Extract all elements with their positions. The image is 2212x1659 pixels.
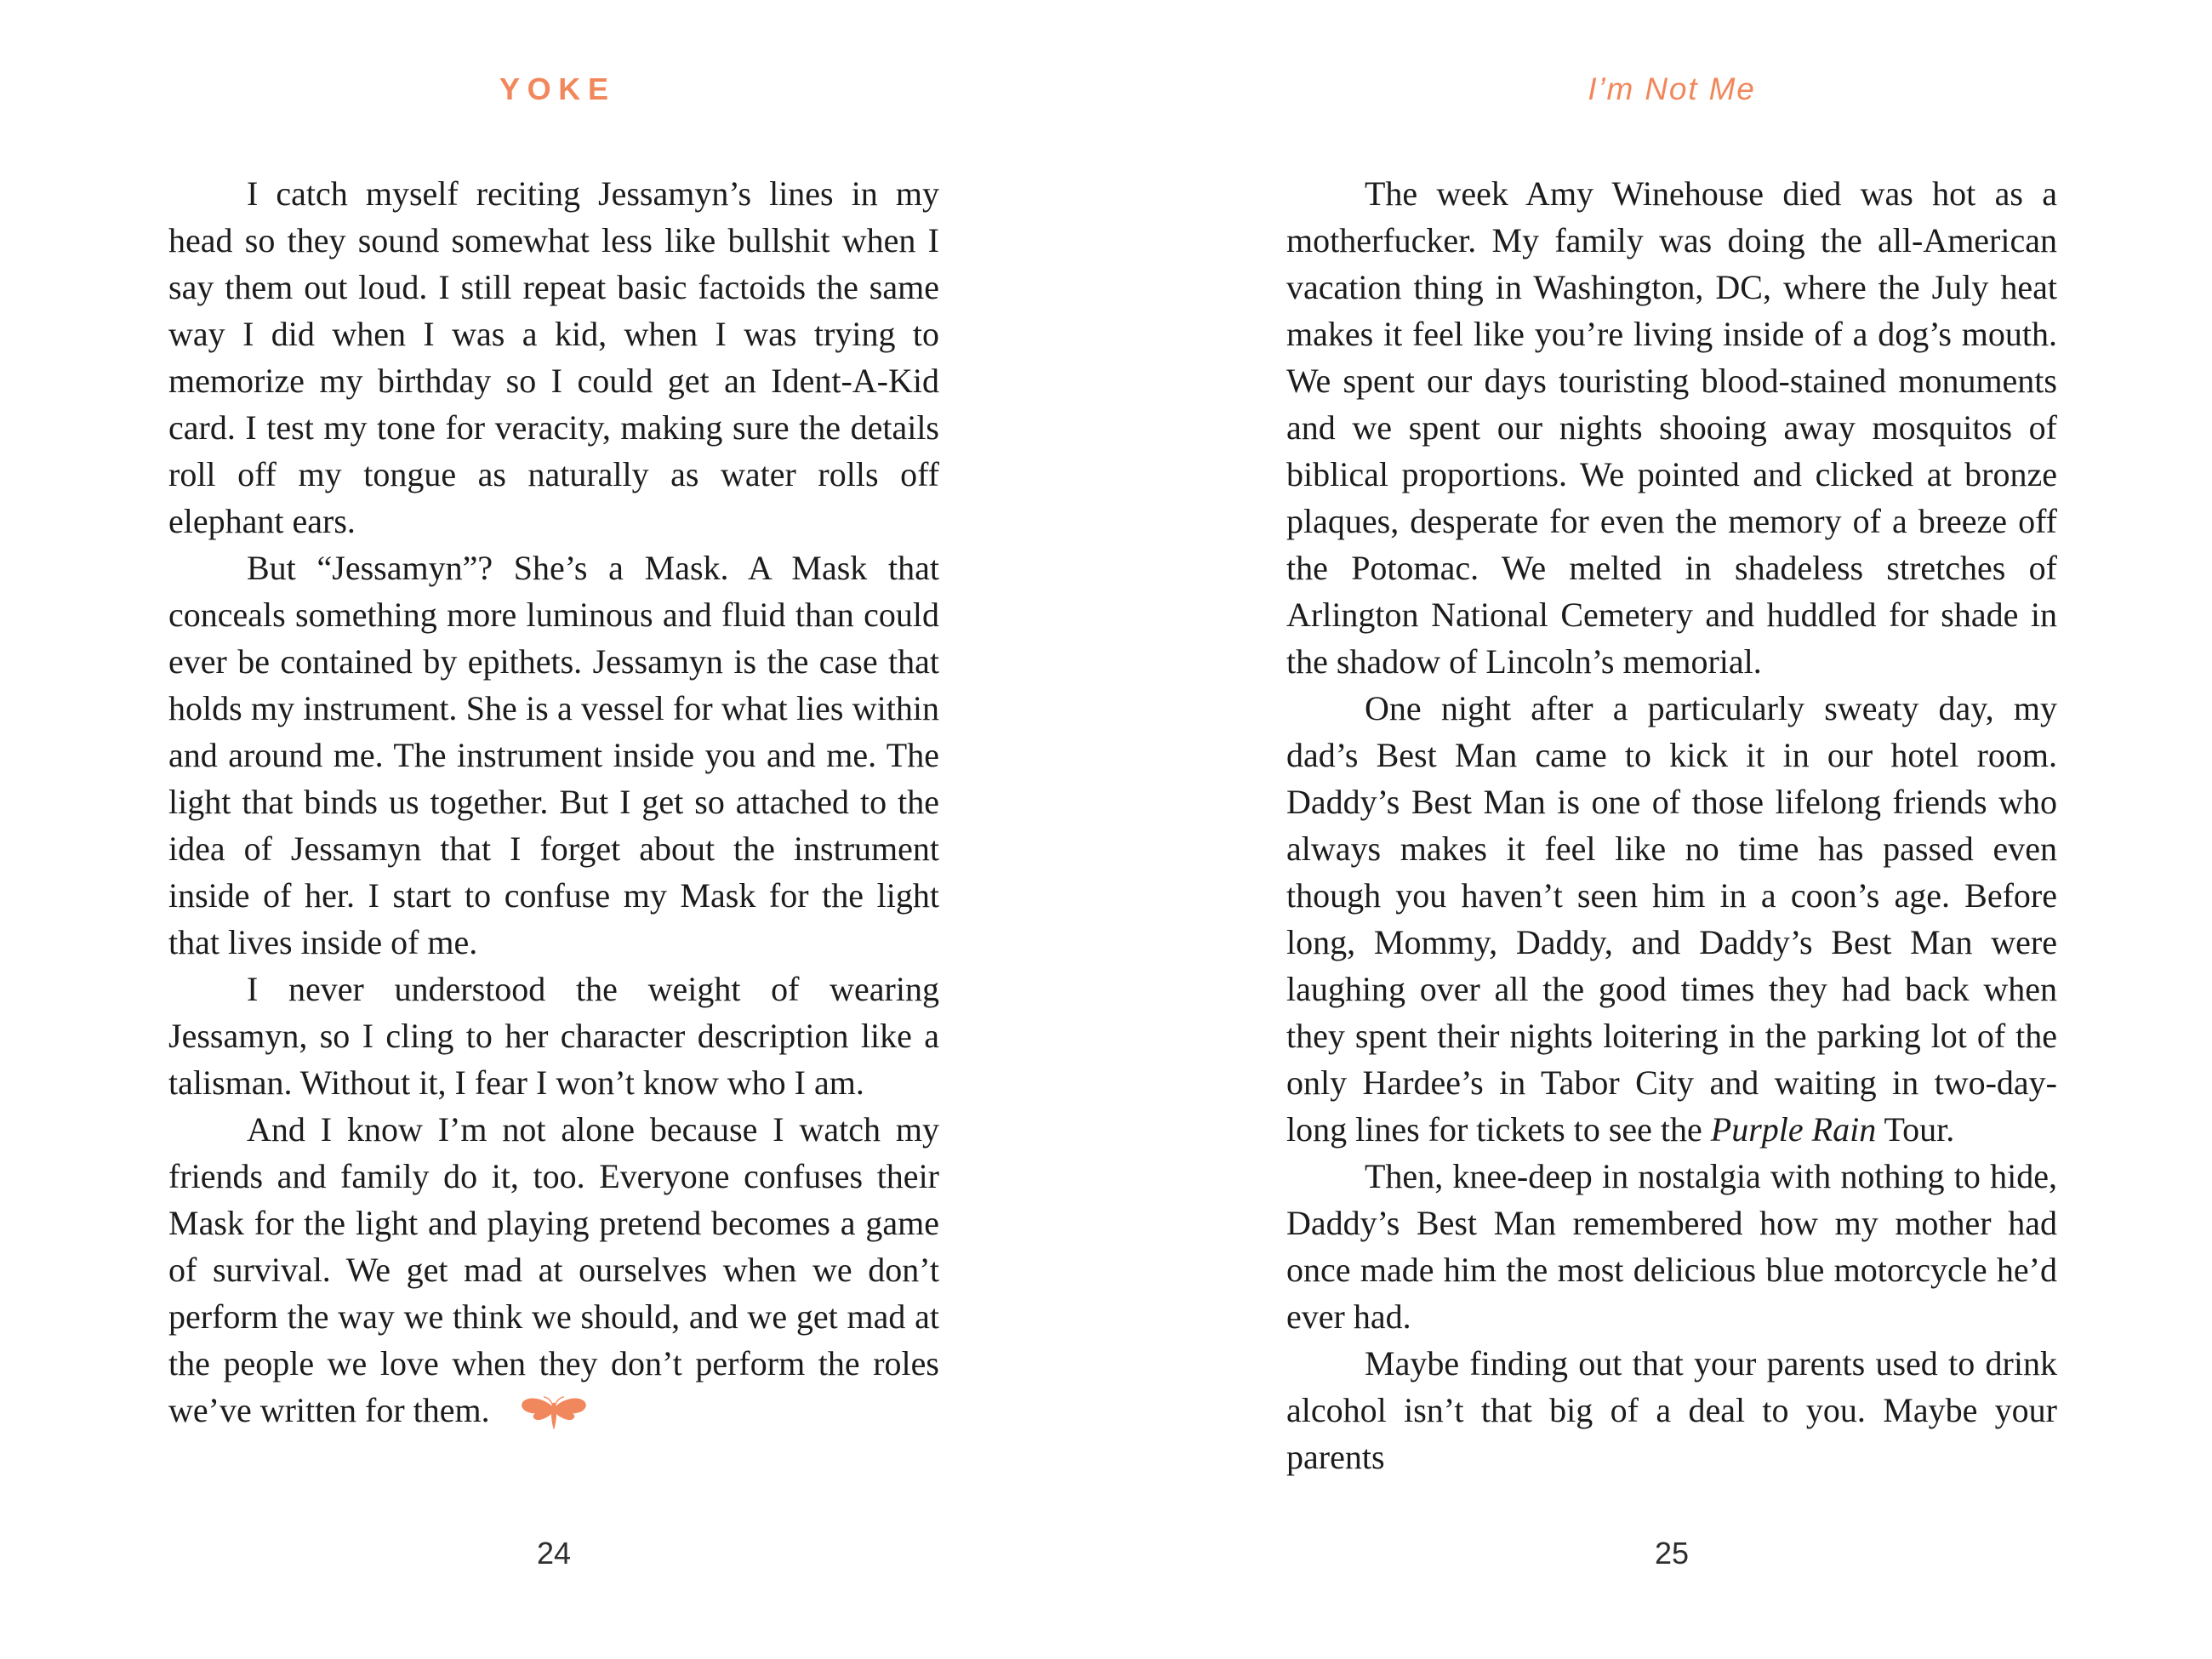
running-head-right: I’m Not Me: [1588, 71, 1756, 106]
paragraph: [168, 170, 939, 544]
page-left: [168, 0, 939, 1659]
text-run: And I know I’m not alone because I watch my friends and family do it, too. Everyone confuses their Mask for the light and playing pretend becomes a game of survival. We get mad at ourselves when we don’t perform the way we think we should, and we get mad at the people we love when they don’t perform the roles we’ve written for them.: [168, 1110, 939, 1429]
page-number-right: 25: [1654, 1536, 1690, 1571]
paragraph: [1286, 685, 2057, 1153]
text-run: Tour.: [1876, 1110, 1955, 1149]
paragraph: [168, 966, 939, 1106]
page-number-left: 24: [536, 1536, 572, 1571]
text-run: Purple Rain: [1710, 1110, 1877, 1149]
moth-icon: [517, 1394, 590, 1434]
text-run: But “Jessamyn”? She’s a Mask. A Mask that conceals something more luminous and fluid than could ever be contained by epithets. Jessamyn is the case that holds my instrument. She is a vessel for what lies within and around me. The instrument inside you and me. The light that binds us together. But I get so attached to the idea of Jessamyn that I forget about the instrument inside of her. I start to confuse my Mask for the light that lives inside of me.: [168, 549, 939, 961]
paragraph: [1286, 1340, 2057, 1480]
text-run: Maybe finding out that your parents used to drink alcohol isn’t that big of a deal to you. Maybe your parents: [1286, 1344, 2057, 1476]
paragraph: [168, 1106, 939, 1434]
text-run: I never understood the weight of wearing Jessamyn, so I cling to her character description like a talisman. Without it, I fear I won’t know who I am.: [168, 970, 939, 1102]
text-run: Then, knee-deep in nostalgia with nothing to hide, Daddy’s Best Man remembered how my mother had once made him the most delicious blue motorcycle he’d ever had.: [1286, 1157, 2057, 1336]
section-break-ornament: [168, 1394, 939, 1434]
paragraph: [168, 544, 939, 966]
page-body-right: [1286, 170, 2057, 1480]
page-right: [1286, 0, 2057, 1659]
paragraph: [1286, 170, 2057, 685]
page-body-left: [168, 170, 939, 1434]
text-run: I catch myself reciting Jessamyn’s lines in my head so they sound somewhat less like bullshit when I say them out loud. I still repeat basic factoids the same way I did when I was a kid, when I was trying to memorize my birthday so I could get an Ident-A-Kid card. I test my tone for veracity, making sure the details roll off my tongue as naturally as water rolls off elephant ears.: [168, 174, 939, 540]
text-run: The week Amy Winehouse died was hot as a motherfucker. My family was doing the all-American vacation thing in Washington, DC, where the July heat makes it feel like you’re living inside of a dog’s mouth. We spent our days touristing blood-stained monuments and we spent our nights shooing away mosquitos of biblical proportions. We pointed and clicked at bronze plaques, desperate for even the memory of a breeze off the Potomac. We melted in shadeless stretches of Arlington National Cemetery and huddled for shade in the shadow of Lincoln’s memorial.: [1286, 174, 2057, 681]
text-run: One night after a particularly sweaty day, my dad’s Best Man came to kick it in our hotel room. Daddy’s Best Man is one of those lifelong friends who always makes it feel like no time has passed even though you haven’t seen him in a coon’s age. Before long, Mommy, Daddy, and Daddy’s Best Man were laughing over all the good times they had back when they spent their nights loitering in the parking lot of the only Hardee’s in Tabor City and waiting in two-day-long lines for tickets to see the: [1286, 689, 2057, 1149]
paragraph: [1286, 1153, 2057, 1340]
running-head-left: YOKE: [499, 71, 616, 106]
